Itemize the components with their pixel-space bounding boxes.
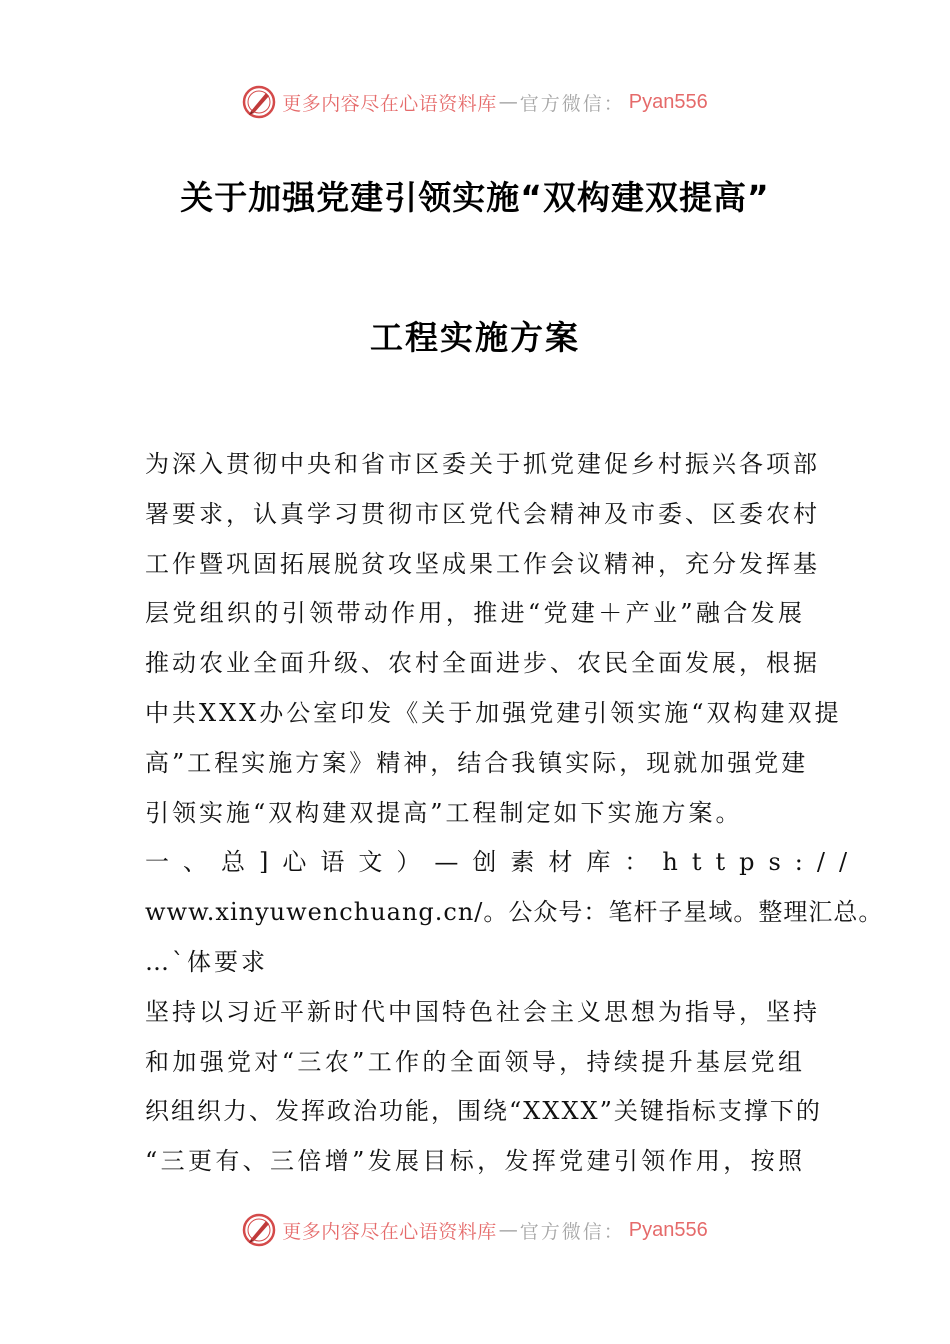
quill-logo-icon [242, 85, 276, 119]
body-line: 为深入贯彻中央和省市区委关于抓党建促乡村振兴各项部 [145, 450, 820, 478]
body-line: 层党组织的引领带动作用，推进“党建＋产业”融合发展 [145, 599, 805, 628]
body-line: 和加强党对“三农”工作的全面领导，持续提升基层党组 [145, 1047, 805, 1076]
document-body [145, 440, 884, 1187]
footer-wechat-id: Pyan556 [628, 1218, 708, 1241]
header-watermark-banner [0, 82, 950, 122]
header-official-label: 官方微信： [519, 92, 625, 115]
body-line-watermark-account: www.xinyuwenchuang.cn/。公众号：笔杆子星域。整理汇总。 [145, 898, 884, 927]
body-line: 高”工程实施方案》精神，结合我镇实际，现就加强党建 [145, 748, 809, 777]
body-line: 署要求，认真学习贯彻市区党代会精神及市委、区委农村 [145, 499, 820, 528]
body-line-watermark-url: 一、总]心语文）—创素材库：https:// [145, 848, 862, 877]
document-title-line1: 关于加强党建引领实施“双构建双提高” [180, 178, 770, 217]
body-line-section-heading: …`体要求 [145, 947, 268, 976]
body-line: “三更有、三倍增”发展目标，发挥党建引领作用，按照 [145, 1147, 805, 1176]
header-wechat-id: Pyan556 [628, 90, 708, 113]
footer-brand-text: 更多内容尽在心语资料库 [282, 1220, 497, 1243]
quill-logo-icon [242, 1213, 276, 1247]
document-title-line2: 工程实施方案 [370, 318, 580, 357]
body-line: 坚持以习近平新时代中国特色社会主义思想为指导，坚持 [145, 997, 820, 1026]
header-separator: — [498, 91, 518, 113]
body-line: 推动农业全面升级、农村全面进步、农民全面发展，根据 [145, 649, 820, 678]
body-line: 中共XXX办公室印发《关于加强党建引领实施“双构建双提 [145, 698, 842, 727]
header-brand-text: 更多内容尽在心语资料库 [282, 92, 497, 115]
footer-separator: — [498, 1219, 518, 1241]
footer-official-label: 官方微信： [519, 1220, 625, 1243]
body-line: 织组织力、发挥政治功能，围绕“XXXX”关键指标支撑下的 [145, 1097, 822, 1126]
footer-watermark-banner [0, 1210, 950, 1250]
body-line: 引领实施“双构建双提高”工程制定如下实施方案。 [145, 798, 743, 827]
body-line: 工作暨巩固拓展脱贫攻坚成果工作会议精神，充分发挥基 [145, 549, 820, 578]
